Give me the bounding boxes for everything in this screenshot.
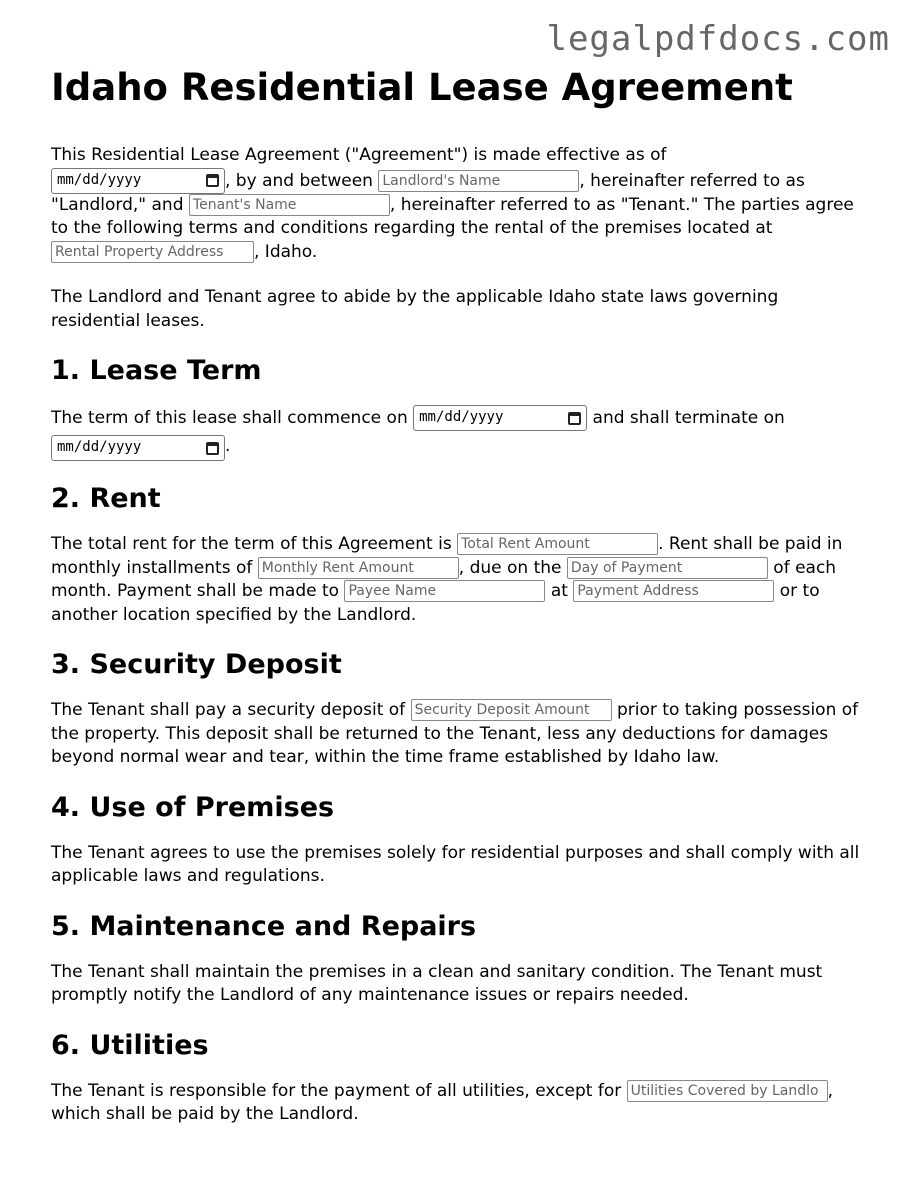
section-heading-lease-term: 1. Lease Term xyxy=(51,355,262,386)
tenant-name-field[interactable]: Tenant's Name xyxy=(189,194,390,216)
page-title: Idaho Residential Lease Agreement xyxy=(51,66,793,109)
calendar-icon[interactable] xyxy=(206,442,219,455)
maintenance-paragraph: The Tenant shall maintain the premises in a clean and sanitary condition. The Tenant must promptly notify the Landlord of any maintenance issues or repairs needed. xyxy=(51,961,823,1005)
section-heading-utilities: 6. Utilities xyxy=(51,1029,209,1061)
date-placeholder: mm/dd/yyyy xyxy=(57,439,142,456)
rent-text: at xyxy=(545,581,574,601)
rental-address-field[interactable]: Rental Property Address xyxy=(51,241,254,263)
document-body xyxy=(51,66,871,1149)
utilities-text: The Tenant is responsible for the payment of all utilities, except for xyxy=(51,1080,627,1101)
payee-name-field[interactable]: Payee Name xyxy=(344,580,545,602)
landlord-name-field[interactable]: Landlord's Name xyxy=(378,170,579,192)
payment-address-field[interactable]: Payment Address xyxy=(573,580,774,602)
rent-text: of each month. Payment shall be made to xyxy=(51,557,837,601)
deposit-text: The Tenant shall pay a security deposit of xyxy=(51,700,411,720)
rent-text: The total rent for the term of this Agreement is xyxy=(51,534,458,554)
utilities-text: , which shall be paid by the Landlord. xyxy=(51,1080,834,1124)
rent-text: , due on the xyxy=(458,557,567,578)
calendar-icon[interactable] xyxy=(568,412,581,425)
section-heading-security-deposit: 3. Security Deposit xyxy=(51,649,342,680)
rent-text: or to another location specified by the Landlord. xyxy=(51,581,820,625)
section-heading-rent: 2. Rent xyxy=(51,483,161,514)
rent-paragraph xyxy=(51,533,871,627)
section-heading-maintenance: 5. Maintenance and Repairs xyxy=(51,910,477,942)
lease-start-date-input[interactable] xyxy=(413,405,587,431)
date-placeholder: mm/dd/yyyy xyxy=(57,171,142,188)
deposit-text: prior to taking possession of the property. This deposit shall be returned to the Tenant, less any deductions for damages beyond normal wear and tear, within the time frame established by Idaho law. xyxy=(51,700,859,767)
lease-end-date-input[interactable] xyxy=(51,435,225,461)
total-rent-field[interactable]: Total Rent Amount xyxy=(457,533,658,555)
rent-text: . Rent shall be paid in monthly installments of xyxy=(51,534,843,578)
utilities-covered-field[interactable]: Utilities Covered by Landlo xyxy=(627,1080,828,1102)
intro-text: , Idaho. xyxy=(254,241,318,262)
watermark: legalpdfdocs.com xyxy=(546,19,890,59)
lease-term-text: The term of this lease shall commence on xyxy=(51,408,414,428)
security-deposit-field[interactable]: Security Deposit Amount xyxy=(411,699,612,721)
section-heading-use-of-premises: 4. Use of Premises xyxy=(51,791,335,823)
monthly-rent-field[interactable]: Monthly Rent Amount xyxy=(258,557,459,579)
intro-paragraph xyxy=(51,144,871,264)
intro-text: , hereinafter referred to as "Landlord," and xyxy=(51,170,805,215)
effective-date-input[interactable] xyxy=(51,168,225,194)
calendar-icon[interactable] xyxy=(206,174,219,187)
intro-text: , hereinafter referred to as "Tenant." The parties agree to the following terms and conditions regarding the rental of the premises located at xyxy=(51,194,854,238)
intro-laws-paragraph: The Landlord and Tenant agree to abide by the applicable Idaho state laws governing residential leases. xyxy=(51,287,779,331)
deposit-paragraph xyxy=(51,699,871,770)
date-placeholder: mm/dd/yyyy xyxy=(419,409,504,426)
use-paragraph: The Tenant agrees to use the premises solely for residential purposes and shall comply with all applicable laws and regulations. xyxy=(51,842,860,886)
payment-day-field[interactable]: Day of Payment xyxy=(567,557,768,579)
intro-text: , by and between xyxy=(225,170,379,191)
intro-text: This Residential Lease Agreement ("Agreement") is made effective as of xyxy=(51,145,667,165)
utilities-paragraph xyxy=(51,1080,871,1127)
lease-term-paragraph xyxy=(51,405,871,461)
lease-term-text: and shall terminate on xyxy=(587,408,785,428)
lease-term-text: . xyxy=(225,436,231,456)
